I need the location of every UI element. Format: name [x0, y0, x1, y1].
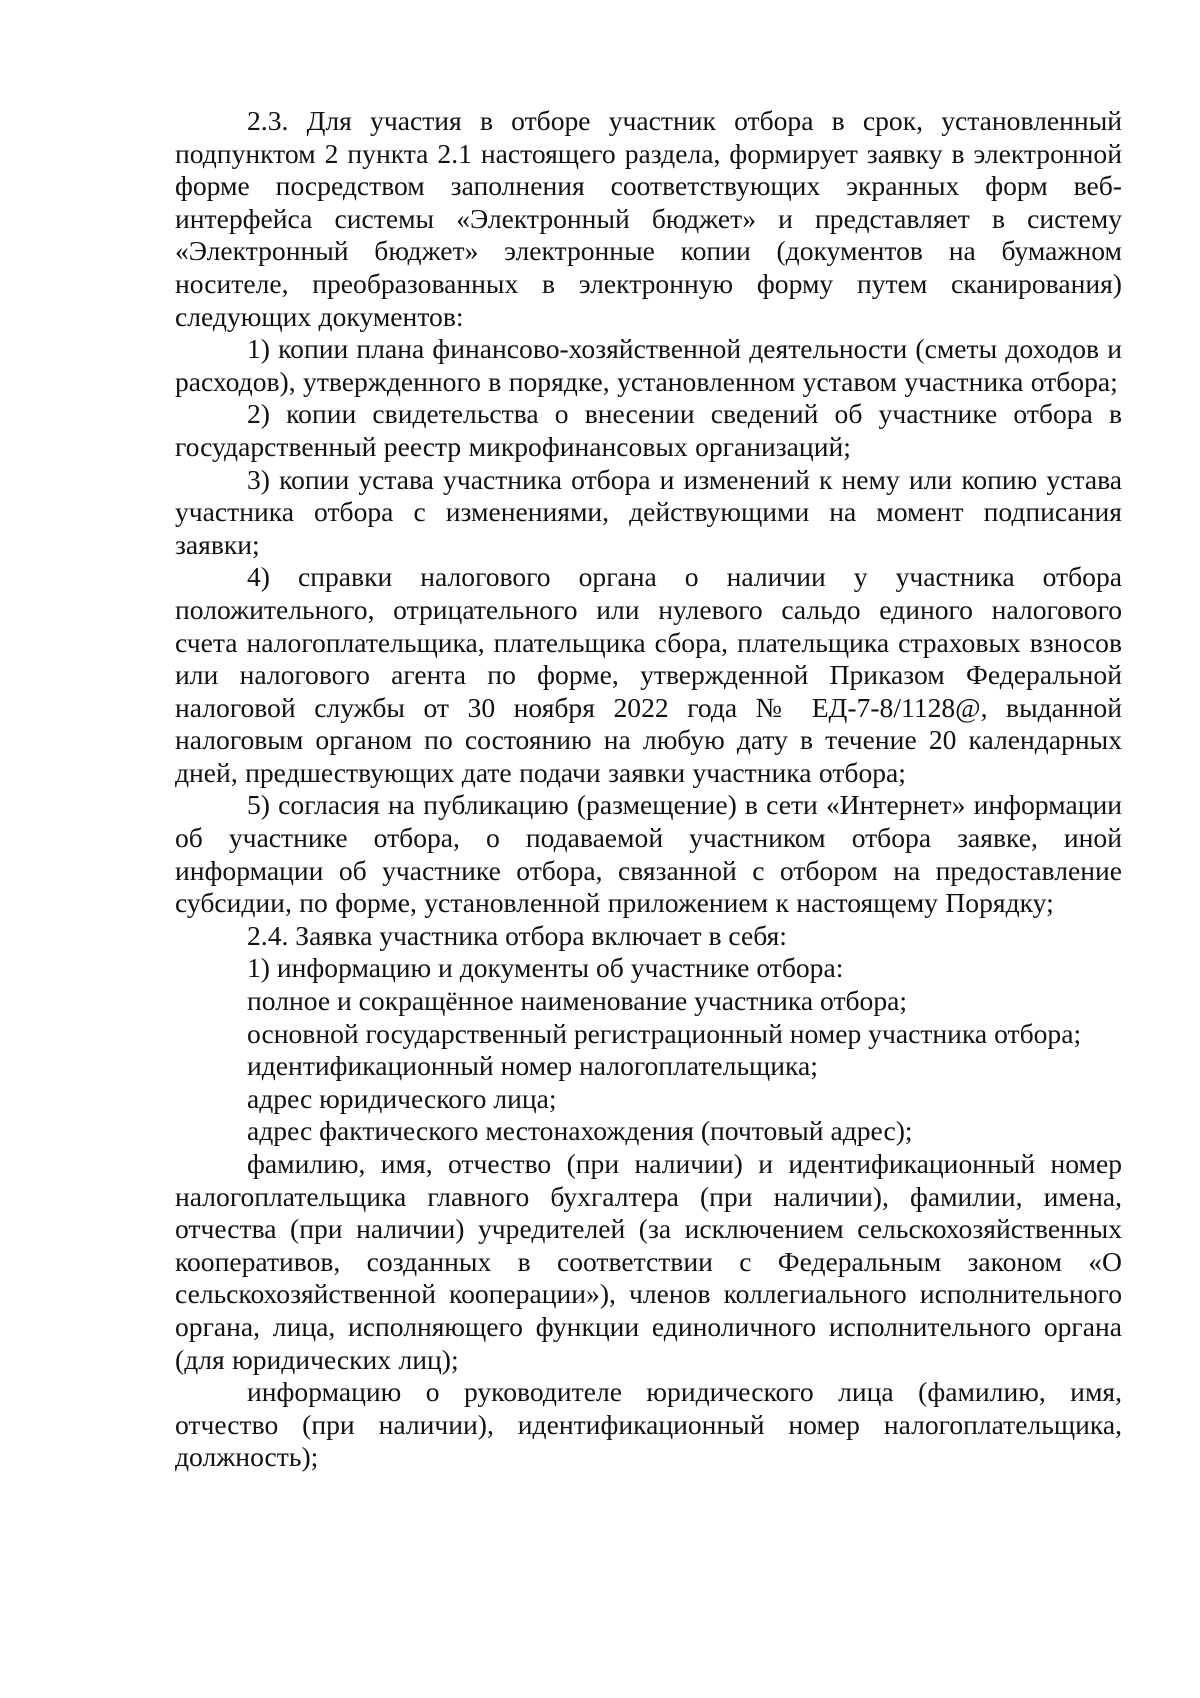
document-item-3: 3) копии устава участника отбора и изменений к нему или копию устава участника отбора с изменениями, действующими на момент подписания заявки;: [175, 463, 1122, 560]
paragraph-head-info: информацию о руководителе юридического лица (фамилию, имя, отчество (при наличии), идентификационный номер налогоплательщика, должность);: [175, 1376, 1122, 1473]
info-line-inn: идентификационный номер налогоплательщика;: [247, 1050, 818, 1082]
info-line-postal-address: адрес фактического местонахождения (почтовый адрес);: [247, 1115, 913, 1147]
document-item-4: 4) справки налогового органа о наличии у участника отбора положительного, отрицательного или нулевого сальдо единого налогового счета налогоплательщика, плательщика сбора, плательщика страховых взносов или налогового агента по форме, утвержденной Приказом Федеральной налоговой службы от 30 ноября 2022 года № ЕД-7-8/1128@, выданной налоговым органом по состоянию на любую дату в течение 20 календарных дней, предшествующих дате подачи заявки участника отбора;: [175, 561, 1122, 788]
info-line-ogrn: основной государственный регистрационный номер участника отбора;: [247, 1017, 1082, 1049]
document-item-1: 1) копии плана финансово-хозяйственной деятельности (сметы доходов и расходов), утвержденного в порядке, установленном уставом участника отбора;: [175, 333, 1122, 397]
info-line-name: полное и сокращённое наименование участника отбора;: [247, 985, 908, 1017]
info-line-legal-address: адрес юридического лица;: [247, 1082, 557, 1114]
paragraph-2-3: 2.3. Для участия в отборе участник отбора в срок, установленный подпунктом 2 пункта 2.1 настоящего раздела, формирует заявку в электронной форме посредством заполнения соответствующих экранных форм веб-интерфейса системы «Электронный бюджет» и представляет в систему «Электронный бюджет» электронные копии (документов на бумажном носителе, преобразованных в электронную форму путем сканирования) следующих документов:: [175, 105, 1122, 332]
paragraph-founders-info: фамилию, имя, отчество (при наличии) и идентификационный номер налогоплательщика главного бухгалтера (при наличии), фамилии, имена, отчества (при наличии) учредителей (за исключением сельскохозяйственных кооперативов, созданных в соответствии с Федеральным законом «О сельскохозяйственной кооперации»), членов коллегиального исполнительного органа, лица, исполняющего функции единоличного исполнительного органа (для юридических лиц);: [175, 1148, 1122, 1375]
document-item-2: 2) копии свидетельства о внесении сведений об участнике отбора в государственный реестр микрофинансовых организаций;: [175, 398, 1122, 462]
document-item-5: 5) согласия на публикацию (размещение) в сети «Интернет» информации об участнике отбора, о подаваемой участником отбора заявке, иной информации об участнике отбора, связанной с отбором на предоставление субсидии, по форме, установленной приложением к настоящему Порядку;: [175, 789, 1122, 919]
paragraph-2-4: 2.4. Заявка участника отбора включает в себя:: [247, 919, 787, 951]
document-page: [175, 105, 1122, 1474]
application-item-1: 1) информацию и документы об участнике отбора:: [247, 952, 844, 984]
